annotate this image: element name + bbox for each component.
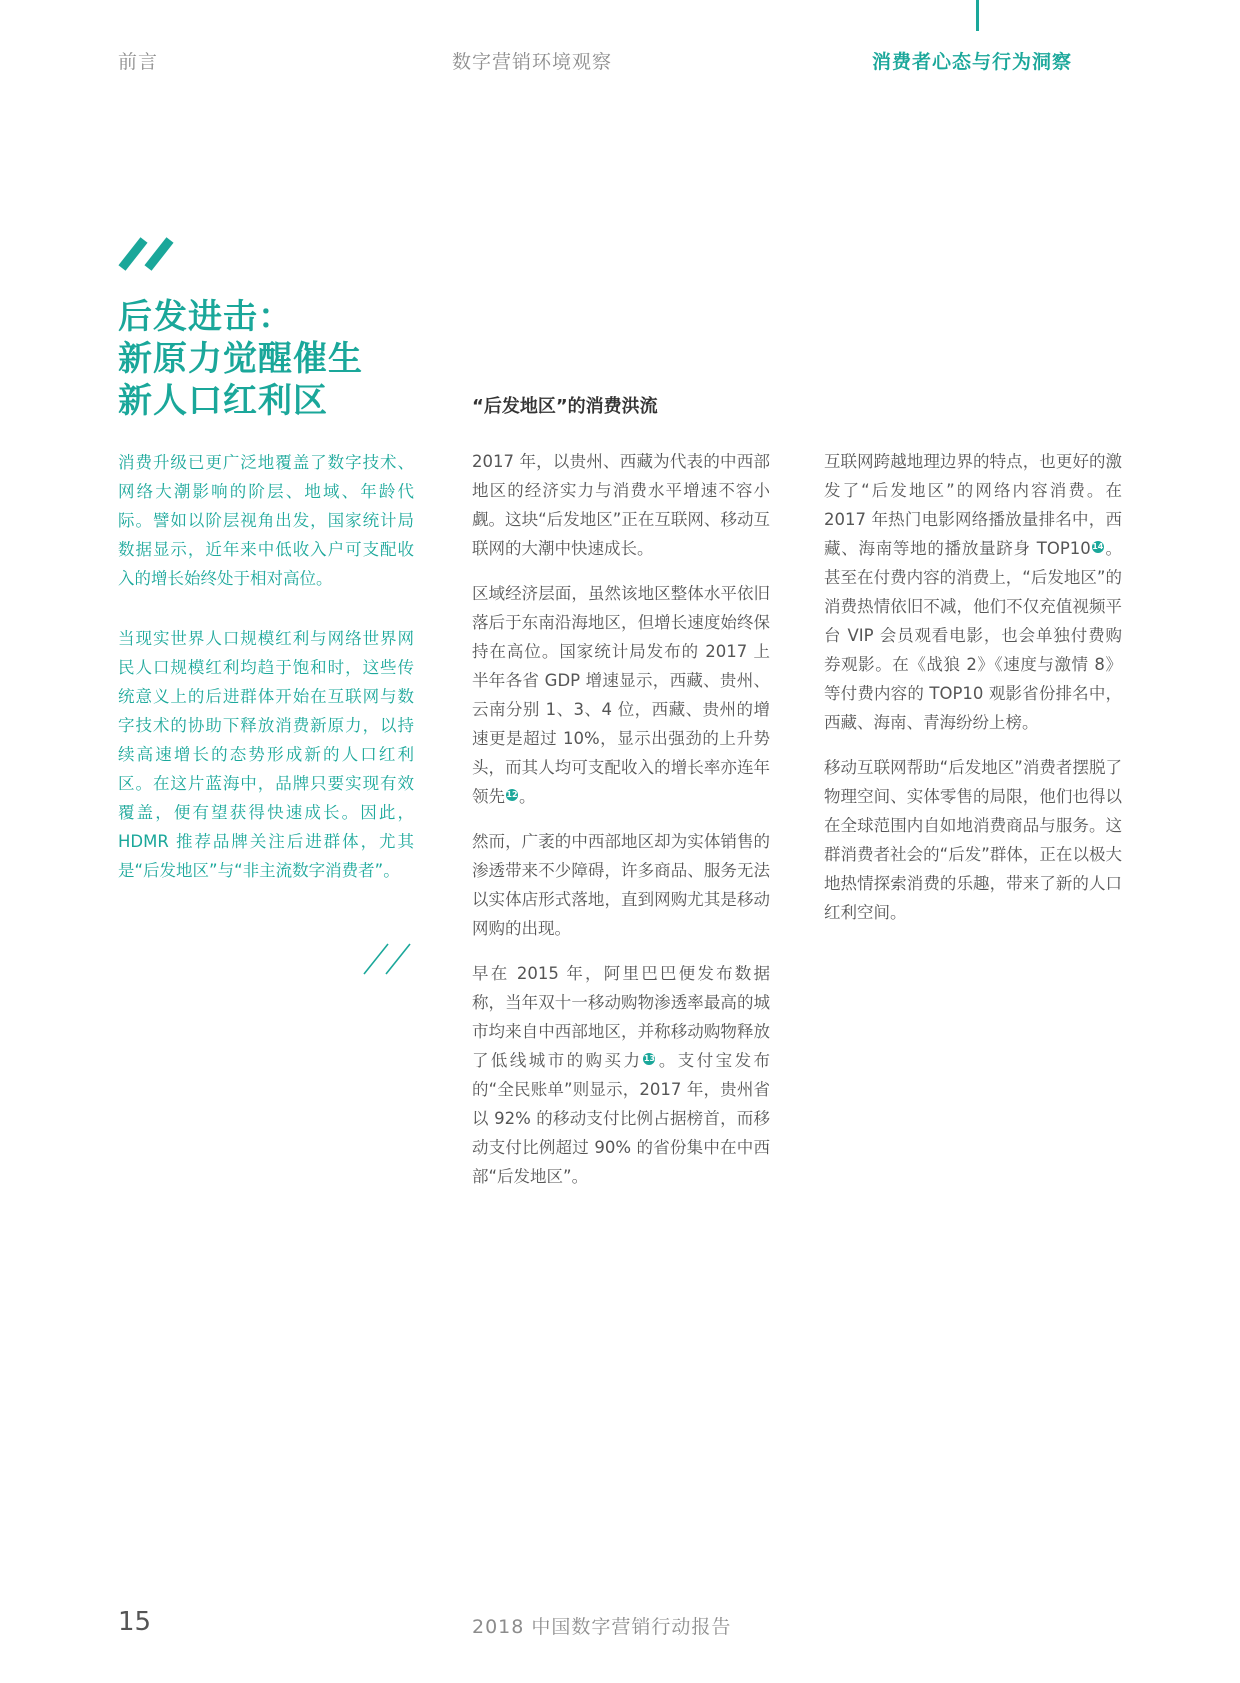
intro-paragraph: 当现实世界人口规模红利与网络世界网民人口规模红利均趋于饱和时，这些传统意义上的后进群体开始在互联网与数字技术的协助下释放消费新原力，以持续高速增长的态势形成新的人口红利区。在这片蓝海中，品牌只要实现有效覆盖，便有望获得快速成长。因此，HDMR 推荐品牌关注后进群体，尤其是“后发地区”与“非主流数字消费者”。 <box>118 629 414 880</box>
double-slash-outline-icon <box>362 942 414 976</box>
section-heading: “后发地区”的消费洪流 <box>472 396 658 417</box>
footnote-marker[interactable]: 13 <box>643 1054 655 1063</box>
paragraph-text: 互联网跨越地理边界的特点，也更好的激发了“后发地区”的网络内容消费。在 2017 年热门电影网络播放量排名中，西藏、海南等地的播放量跻身 TOP10 <box>824 452 1122 558</box>
page-title-line: 新原力觉醒催生 <box>118 339 363 379</box>
body-paragraph <box>472 579 770 811</box>
double-slash-icon <box>118 236 178 272</box>
nav-item-consumer-insights[interactable]: 消费者心态与行为洞察 <box>872 51 1073 73</box>
footnote-marker[interactable]: 12 <box>506 790 518 799</box>
page-title-line: 新人口红利区 <box>118 381 328 421</box>
nav-item-digital-marketing-environment[interactable]: 数字营销环境观察 <box>452 51 613 73</box>
body-paragraph: 移动互联网帮助“后发地区”消费者摆脱了物理空间、实体零售的局限，他们也得以在全球范围内自如地消费商品与服务。这群消费者社会的“后发”群体，正在以极大地热情探索消费的乐趣，带来了新的人口红利空间。 <box>824 758 1122 922</box>
footnote-marker[interactable]: 14 <box>1092 542 1104 551</box>
paragraph-text: 。支付宝发布的“全民账单”则显示，2017 年，贵州省以 92% 的移动支付比例占据榜首，而移动支付比例超过 90% 的省份集中在中西部“后发地区”。 <box>472 1051 771 1186</box>
middle-column <box>472 447 770 1207</box>
body-paragraph <box>472 959 770 1191</box>
paragraph-text: 。 <box>519 787 536 806</box>
nav-active-marker <box>976 0 979 31</box>
page-number: 15 <box>118 1607 152 1637</box>
paragraph-text: 早在 2015 年，阿里巴巴便发布数据称，当年双十一移动购物渗透率最高的城市均来自中西部地区，并称移动购物释放了低线城市的购买力 <box>472 964 770 1070</box>
body-paragraph: 然而，广袤的中西部地区却为实体销售的渗透带来不少障碍，许多商品、服务无法以实体店形式落地，直到网购尤其是移动网购的出现。 <box>472 832 770 938</box>
body-paragraph <box>824 447 1122 737</box>
body-paragraph: 2017 年，以贵州、西藏为代表的中西部地区的经济实力与消费水平增速不容小觑。这块“后发地区”正在互联网、移动互联网的大潮中快速成长。 <box>472 452 770 558</box>
page-title <box>118 296 363 422</box>
nav-item-preface[interactable]: 前言 <box>118 51 159 73</box>
intro-paragraph: 消费升级已更广泛地覆盖了数字技术、网络大潮影响的阶层、地域、年龄代际。譬如以阶层视角出发，国家统计局数据显示，近年来中低收入户可支配收入的增长始终处于相对高位。 <box>118 453 414 588</box>
right-column <box>824 447 1122 943</box>
paragraph-text: 。甚至在付费内容的消费上，“后发地区”的消费热情依旧不减，他们不仅充值视频平台 VIP 会员观看电影，也会单独付费购券观影。在《战狼 2》《速度与激情 8》等付费内容的 TOP10 观影省份排名中，西藏、海南、青海纷纷上榜。 <box>824 539 1122 732</box>
page-title-line: 后发进击： <box>118 297 293 337</box>
paragraph-text: 区域经济层面，虽然该地区整体水平依旧落后于东南沿海地区，但增长速度始终保持在高位。国家统计局发布的 2017 上半年各省 GDP 增速显示，西藏、贵州、云南分别 1、3、4 位，西藏、贵州的增速更是超过 10%，显示出强劲的上升势头，而其人均可支配收入的增长率亦连年领先 <box>472 584 770 806</box>
report-title: 2018 中国数字营销行动报告 <box>472 1616 732 1638</box>
